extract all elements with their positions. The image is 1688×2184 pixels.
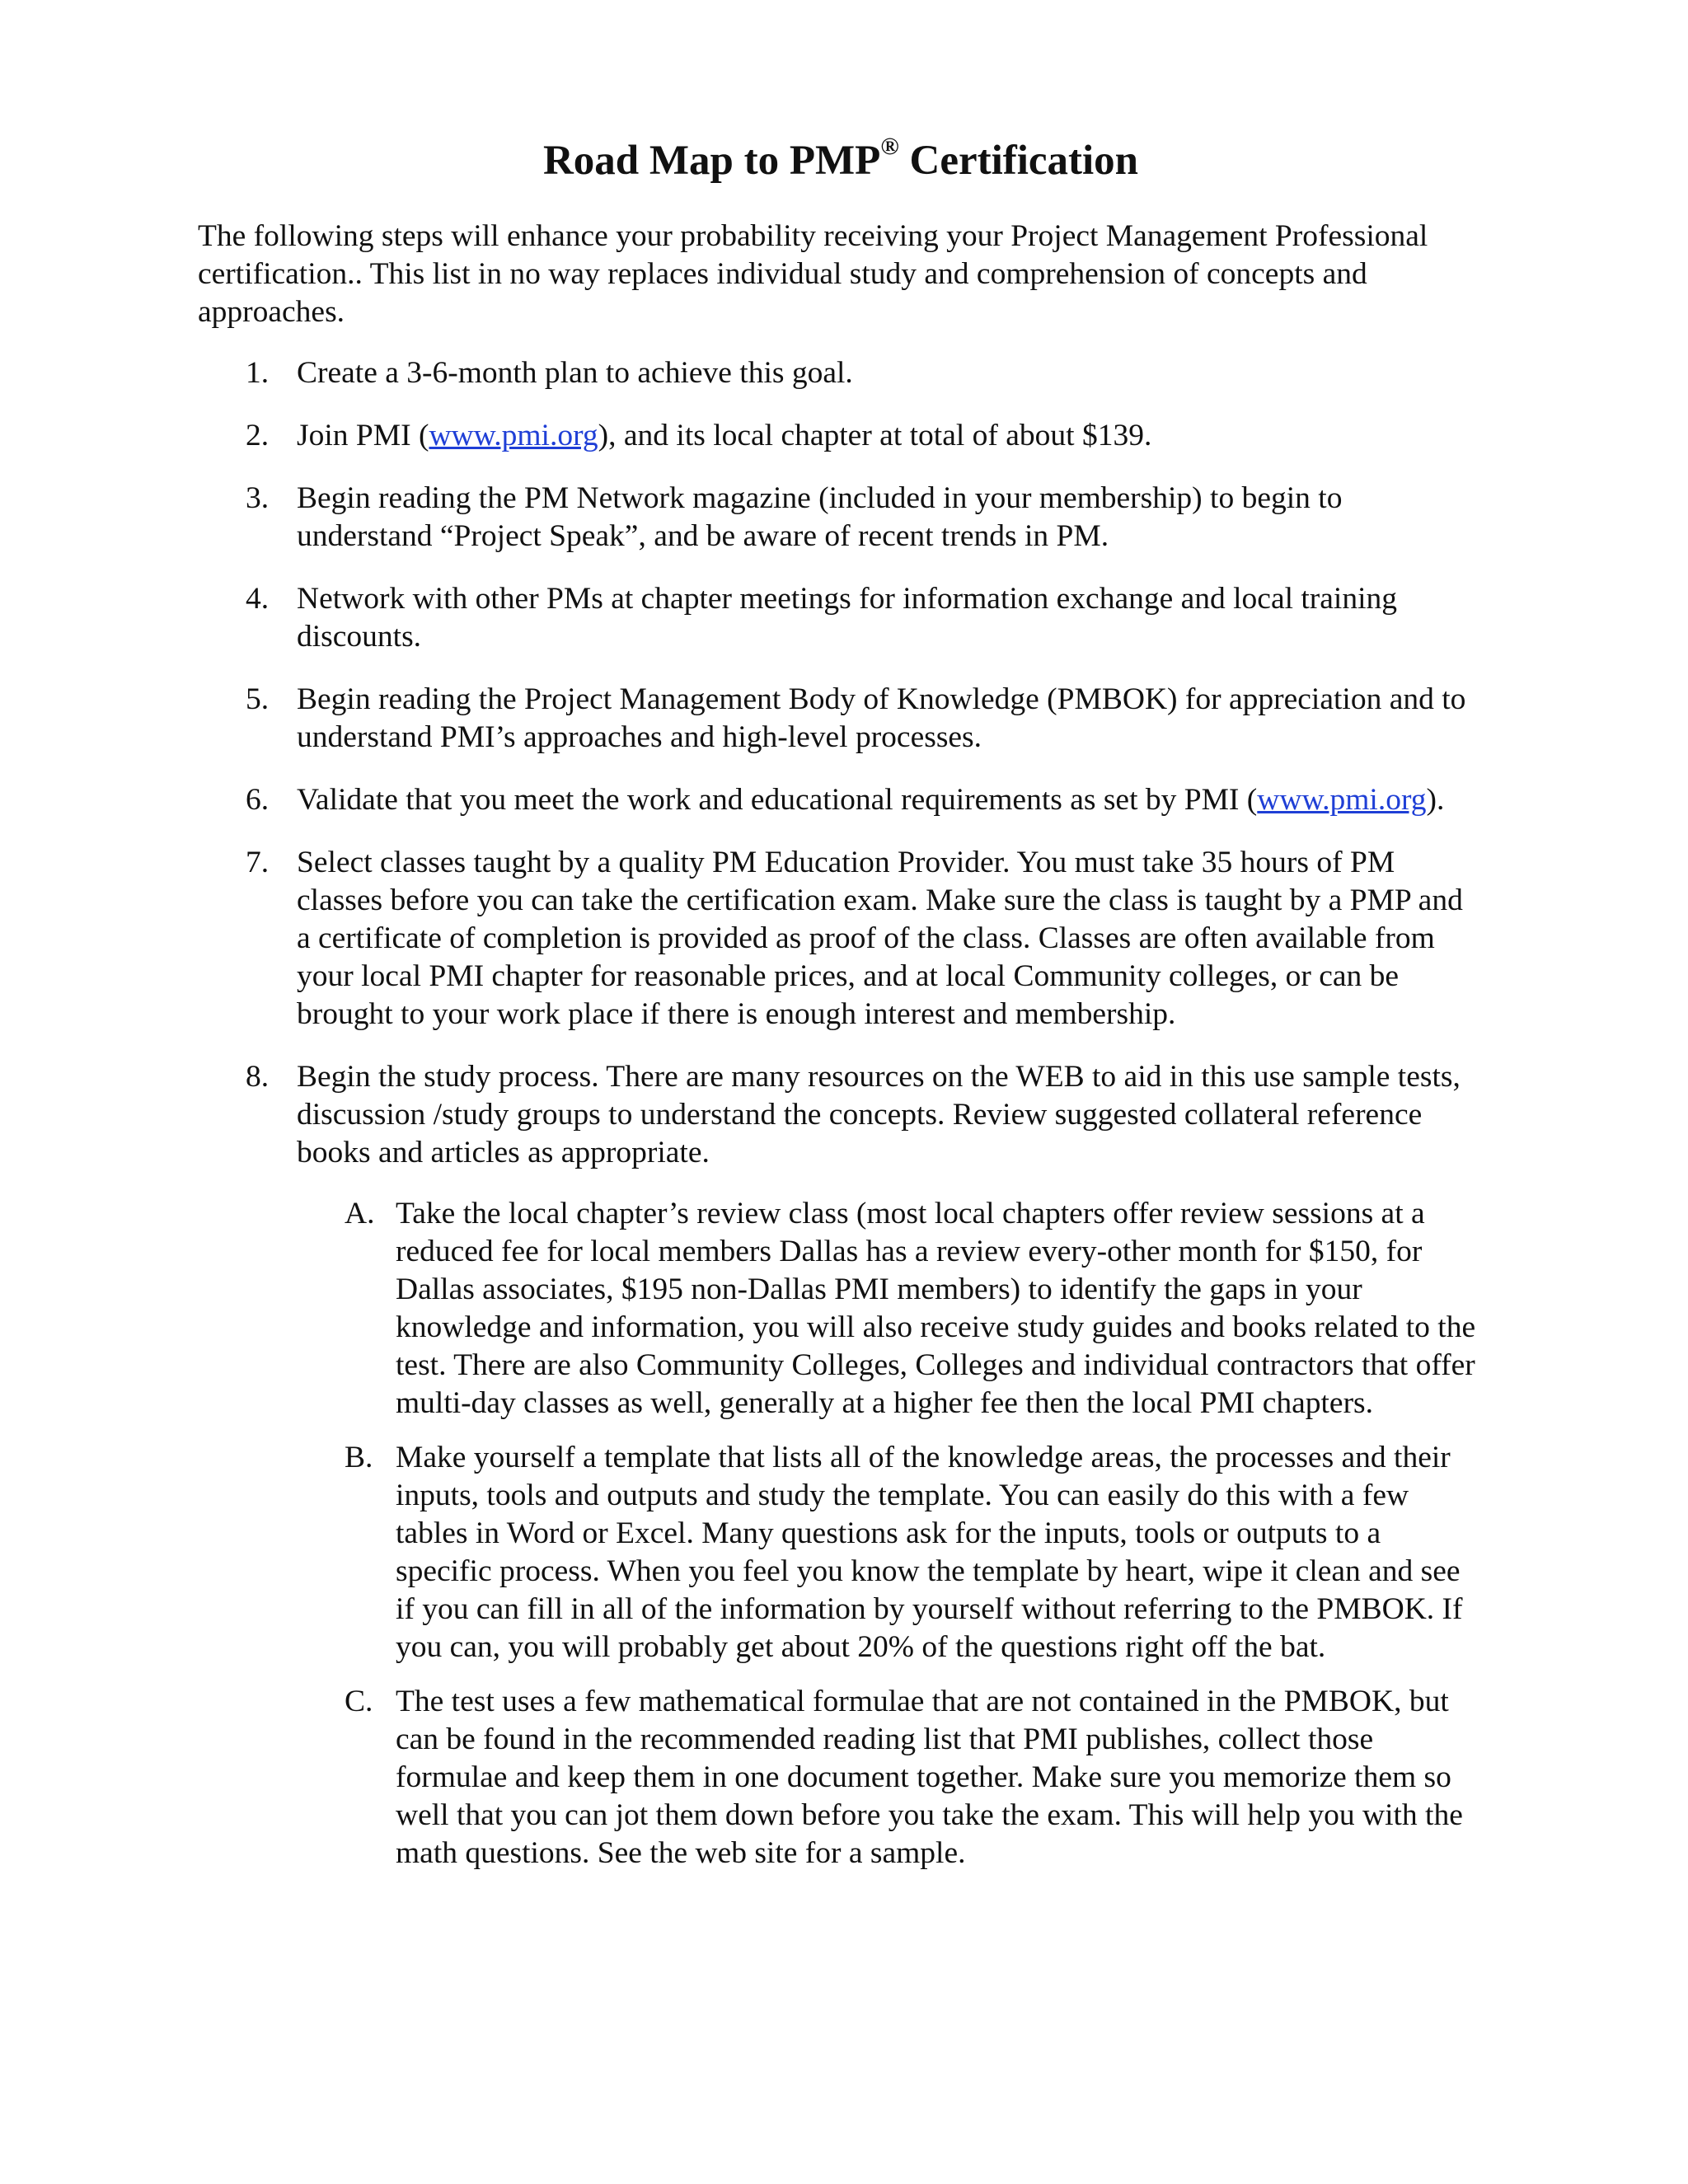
substep-c [297,1683,1484,1872]
pmi-link[interactable]: www.pmi.org [429,419,598,453]
page-title [198,133,1484,186]
step-text: Begin reading the PM Network magazine (included in your membership) to begin to understand “Project Speak”, and be aware of recent trends in PM. [297,481,1343,554]
step-number: 6. [246,783,270,818]
substep-letter: B. [345,1441,373,1475]
step-text: Select classes taught by a quality PM Education Provider. You must take 35 hours of PM classes before you can take the certification exam. Make sure the class is taught by a PMP and a certificate of completion is provided as proof of the class. Classes are often available from your local PMI chapter for reasonable prices, and at local Community colleges, or can be brought to your work place if there is enough interest and membership. [297,846,1463,1032]
step-text: Begin the study process. There are many resources on the WEB to aid in this use sample tests, discussion /study groups to understand the concepts. Review suggested collateral reference books and articles as appropriate. [297,1060,1461,1170]
step-number: 1. [246,356,270,391]
step-6 [198,781,1484,819]
step-8 [198,1058,1484,1872]
step-text-pre: Validate that you meet the work and educational requirements as set by PMI ( [297,783,1258,818]
pmi-link[interactable]: www.pmi.org [1257,783,1427,818]
intro-paragraph: The following steps will enhance your probability receiving your Project Management Professional certification.. This list in no way replaces individual study and comprehension of concepts and approaches. [198,219,1428,330]
step-3 [198,480,1484,555]
substeps-list [297,1195,1484,1872]
substep-text: The test uses a few mathematical formulae that are not contained in the PMBOK, but can be found in the recommended reading list that PMI publishes, collect those formulae and keep them in one document together. Make sure you memorize them so well that you can jot them down before you take the exam. This will help you with the math questions. See the web site for a sample. [396,1685,1463,1871]
step-number: 3. [246,481,270,516]
substep-text: Make yourself a template that lists all of the knowledge areas, the processes and their inputs, tools and outputs and study the template. You can easily do this with a few tables in Word or Excel. Many questions ask for the inputs, tools or outputs to a specific process. When you feel you know the template by heart, wipe it clean and see if you can fill in all of the information by yourself without referring to the PMBOK. If you can, you will probably get about 20% of the questions right off the bat. [396,1441,1463,1665]
step-number: 2. [246,419,270,453]
title-main: Road Map to PMP [542,138,881,184]
substep-letter: A. [345,1197,375,1231]
step-text-post: ). [1426,783,1445,818]
step-number: 8. [246,1060,270,1094]
step-text: Begin reading the Project Management Body of Knowledge (PMBOK) for appreciation and to understand PMI’s approaches and high-level processes. [297,682,1466,755]
substep-b [297,1439,1484,1666]
step-number: 7. [246,846,270,880]
step-4 [198,580,1484,656]
step-text: Create a 3-6-month plan to achieve this goal. [297,356,853,391]
step-text-pre: Join PMI ( [297,419,429,453]
substep-a [297,1195,1484,1422]
step-1 [198,354,1484,392]
document-page [198,133,1484,1897]
registered-mark: ® [880,133,899,160]
step-text-post: ), and its local chapter at total of about $139. [598,419,1152,453]
title-end: Certification [898,138,1139,184]
step-2 [198,417,1484,455]
step-number: 4. [246,582,270,616]
step-number: 5. [246,682,270,717]
step-5 [198,681,1484,757]
step-text: Network with other PMs at chapter meetings for information exchange and local training discounts. [297,582,1398,654]
substep-text: Take the local chapter’s review class (most local chapters offer review sessions at a reduced fee for local members Dallas has a review every-other month for $150, for Dallas associates, $195 non-Dallas PMI members) to identify the gaps in your knowledge and information, you will also receive study guides and books related to the test. There are also Community Colleges, Colleges and individual contractors that offer multi-day classes as well, generally at a higher fee then the local PMI chapters. [396,1197,1476,1421]
steps-list [198,354,1484,1872]
substep-letter: C. [345,1685,373,1719]
step-7 [198,844,1484,1033]
